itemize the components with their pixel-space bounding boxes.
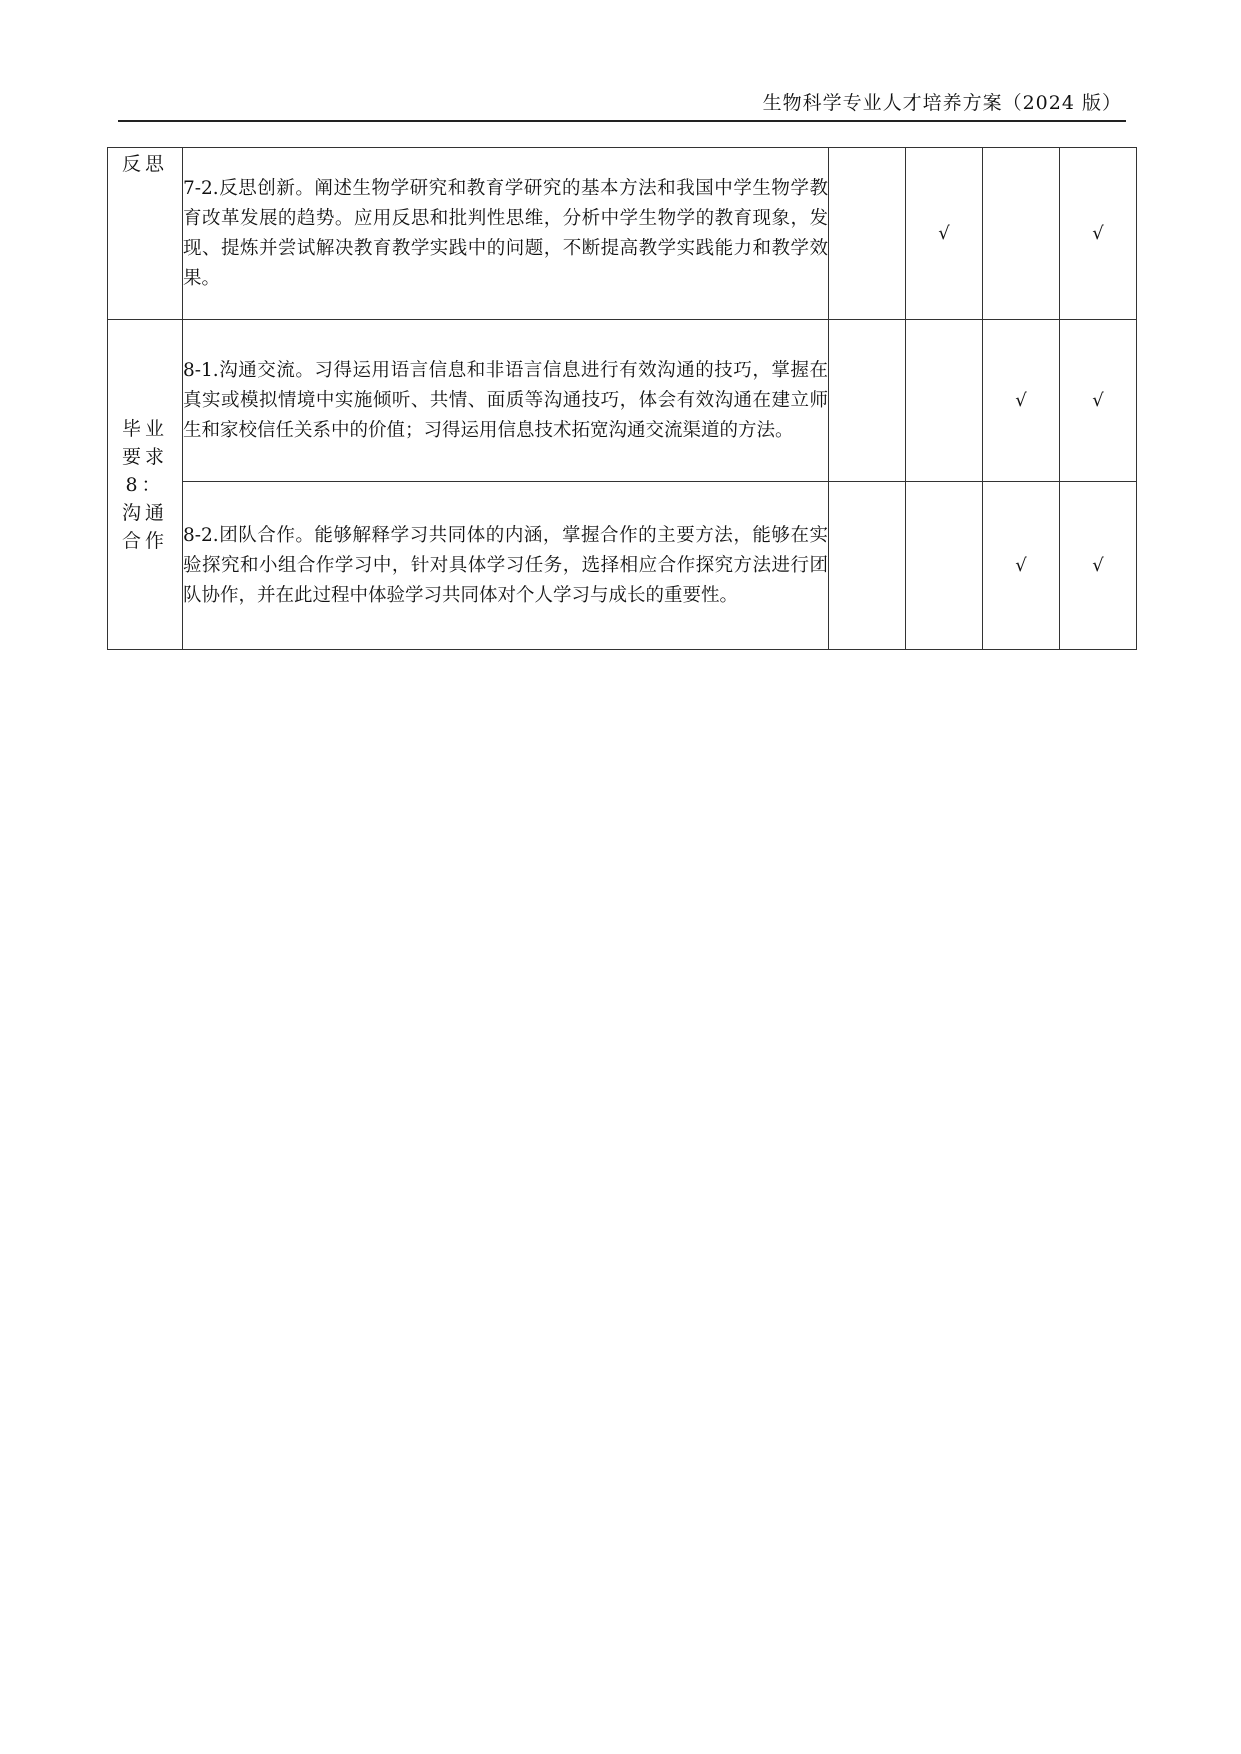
- check-mark-cell: √: [1060, 148, 1137, 320]
- group-label-line: 合作: [121, 529, 168, 552]
- group-label-line: 沟通: [121, 501, 168, 524]
- check-mark-cell: [829, 320, 906, 482]
- table-row: [108, 482, 1137, 650]
- check-mark-cell: √: [1060, 320, 1137, 482]
- table-row: [108, 148, 1137, 320]
- requirement-description: 8-2.团队合作。能够解释学习共同体的内涵，掌握合作的主要方法，能够在实验探究和小组合作学习中，针对具体学习任务，选择相应合作探究方法进行团队协作，并在此过程中体验学习共同体对个人学习与成长的重要性。: [183, 482, 829, 650]
- group-label-cell: [108, 320, 183, 650]
- check-mark-cell: [983, 148, 1060, 320]
- group-label-line: 反思: [121, 153, 168, 175]
- group-label-line: 毕业: [121, 417, 168, 440]
- document-title: 生物科学专业人才培养方案（2024 版）: [762, 92, 1122, 114]
- group-label-cell: [108, 148, 183, 320]
- check-mark-cell: [906, 482, 983, 650]
- group-label-line: 8：: [125, 473, 165, 496]
- page-header: [118, 86, 1126, 122]
- requirement-description: 8-1.沟通交流。习得运用语言信息和非语言信息进行有效沟通的技巧，掌握在真实或模拟情境中实施倾听、共情、面质等沟通技巧，体会有效沟通在建立师生和家校信任关系中的价值；习得运用信息技术拓宽沟通交流渠道的方法。: [183, 320, 829, 482]
- check-mark-cell: [829, 482, 906, 650]
- group-label-line: 要求: [121, 445, 168, 468]
- table-row: [108, 320, 1137, 482]
- check-mark-cell: [906, 320, 983, 482]
- check-mark-cell: √: [906, 148, 983, 320]
- check-mark-cell: √: [983, 482, 1060, 650]
- requirement-description: 7-2.反思创新。阐述生物学研究和教育学研究的基本方法和我国中学生物学教育改革发展的趋势。应用反思和批判性思维，分析中学生物学的教育现象，发现、提炼并尝试解决教育教学实践中的问题，不断提高教学实践能力和教学效果。: [183, 148, 829, 320]
- requirements-table: [107, 147, 1137, 650]
- check-mark-cell: √: [983, 320, 1060, 482]
- check-mark-cell: √: [1060, 482, 1137, 650]
- check-mark-cell: [829, 148, 906, 320]
